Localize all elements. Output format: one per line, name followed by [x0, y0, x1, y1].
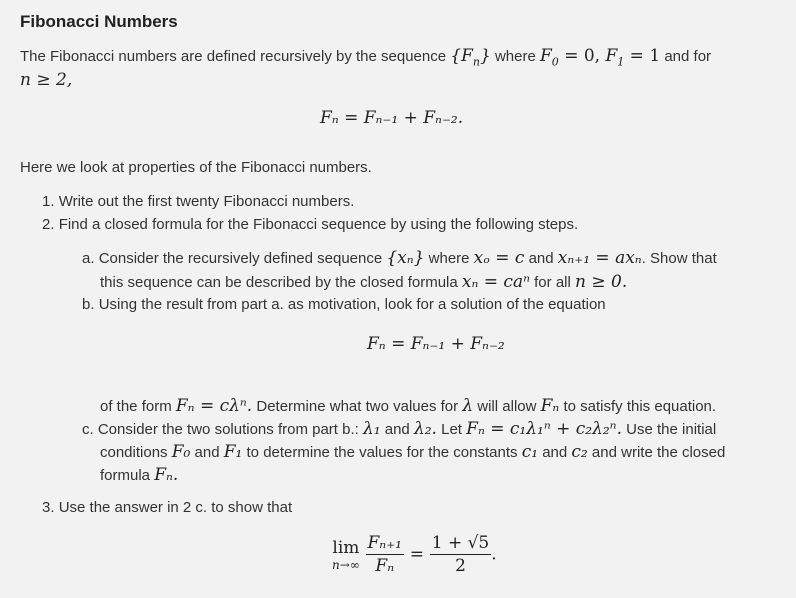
math: xₙ = caⁿ	[461, 272, 530, 292]
subitem-b-line1	[82, 295, 606, 315]
intro-line-2	[20, 70, 72, 91]
text: and write the closed	[591, 444, 726, 461]
text: . Show that	[641, 250, 717, 267]
text: Consider the recursively defined sequence	[98, 250, 383, 267]
math: n ≥ 0.	[575, 272, 628, 292]
math: xₙ₊₁ = axₙ	[557, 248, 642, 268]
item-text: Write out the first twenty Fibonacci numbers.	[58, 193, 355, 210]
math: c₁	[521, 442, 539, 462]
limit-operator: lim n→∞	[332, 537, 360, 572]
math: F₁	[223, 442, 243, 462]
text: formula	[100, 467, 151, 484]
item-number: 2.	[42, 216, 55, 233]
text: Use the initial	[626, 421, 717, 438]
text: to determine the values for the constants	[246, 444, 518, 461]
equals-sign: =	[409, 544, 424, 565]
sequence-notation: $\{F_n\}$	[450, 46, 491, 69]
list-item	[42, 215, 578, 235]
text: Determine what two values for	[256, 398, 459, 415]
and-for-text: and for	[664, 48, 712, 65]
subitem-a-line2	[100, 272, 627, 293]
item-text: Find a closed formula for the Fibonacci sequence by using the following steps.	[58, 216, 579, 233]
page-title: Fibonacci Numbers	[20, 12, 178, 31]
golden-ratio-fraction: $\frac{1 + √5}{2}$	[431, 533, 490, 576]
text: and	[528, 250, 554, 267]
text: and	[194, 444, 220, 461]
text: of the form	[100, 398, 172, 415]
subitem-c-line3	[100, 465, 178, 486]
subitem-b-line2	[100, 396, 716, 417]
item-number: 3.	[42, 499, 55, 516]
math: λ₂.	[413, 419, 437, 439]
item-text: Use the answer in 2 c. to show that	[58, 499, 293, 516]
text: to satisfy this equation.	[563, 398, 717, 415]
n-condition: n ≥ 2,	[20, 70, 73, 90]
math: c₂	[571, 442, 588, 462]
period: .	[491, 544, 497, 565]
math: λ₁	[362, 419, 381, 439]
math: Fₙ = c₁λ₁ⁿ + c₂λ₂ⁿ.	[466, 419, 622, 439]
text: for all	[534, 274, 571, 291]
f0-definition: $F_0 = 0$, $F_1 = 1$	[540, 46, 661, 69]
text: will allow	[477, 398, 537, 415]
subitem-c-line1	[82, 419, 716, 440]
math: xₒ = c	[473, 248, 525, 268]
subitem-label: c.	[82, 421, 94, 438]
text: where	[428, 250, 470, 267]
text: Let	[441, 421, 462, 438]
math: Fₙ.	[154, 465, 179, 485]
subitem-label: b.	[82, 296, 95, 313]
text: Consider the two solutions from part b.:	[97, 421, 359, 438]
text: and	[542, 444, 568, 461]
item-number: 1.	[42, 193, 55, 210]
text: conditions	[100, 444, 168, 461]
equation-display: Fₙ = Fₙ₋₁ + Fₙ₋₂	[367, 334, 505, 354]
subitem-label: a.	[82, 250, 95, 267]
list-item	[42, 192, 354, 212]
limit-equation	[332, 533, 497, 576]
recurrence-equation: Fₙ = Fₙ₋₁ + Fₙ₋₂.	[320, 108, 464, 128]
subitem-a-line1	[82, 248, 717, 269]
text: Using the result from part a. as motivation, look for a solution of the equation	[98, 296, 606, 313]
limit-fraction: $\frac{\text{Fₙ₊₁}}{\text{Fₙ}}$	[367, 533, 402, 576]
math: λ	[462, 396, 474, 416]
intro-text: The Fibonacci numbers are defined recursively by the sequence	[20, 48, 447, 65]
text: and	[384, 421, 410, 438]
list-item	[42, 498, 292, 518]
subitem-c-line2	[100, 442, 725, 463]
text: this sequence can be described by the closed formula	[100, 274, 458, 291]
here-text: Here we look at properties of the Fibonacci numbers.	[20, 159, 372, 176]
math: {xₙ}	[386, 248, 425, 268]
math: F₀	[171, 442, 191, 462]
where-text: where	[494, 48, 536, 65]
intro-line	[20, 46, 711, 72]
math: Fₙ	[540, 396, 560, 416]
math: Fₙ = cλⁿ.	[175, 396, 253, 416]
